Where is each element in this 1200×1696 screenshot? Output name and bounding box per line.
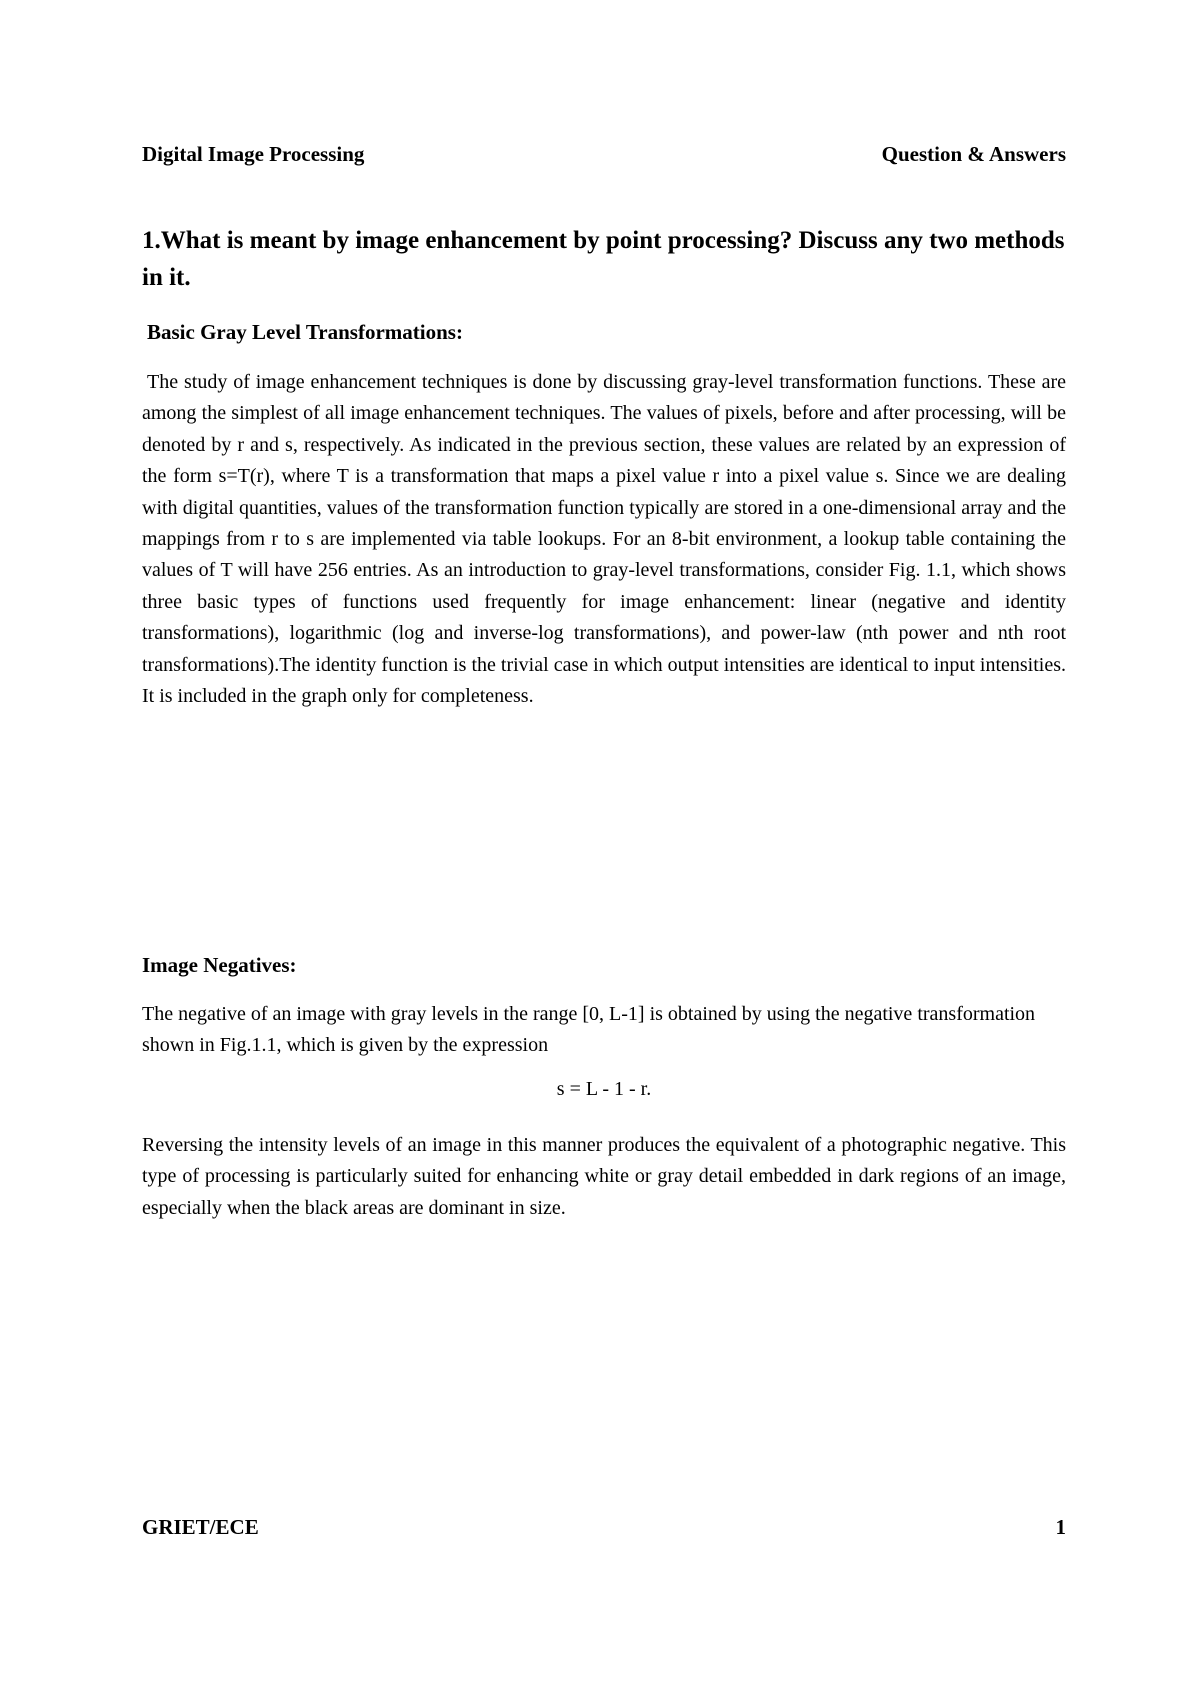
section-heading-basic-gray-level: Basic Gray Level Transformations:	[147, 320, 463, 344]
paragraph-negative-description: Reversing the intensity levels of an image in this manner produces the equivalent of a photographic negative. This type of processing is particularly suited for enhancing white or gray detail embedded in dark regions of an image, especially when the black areas are dominant in size.	[142, 1134, 1066, 1219]
paragraph-gray-level-transformations: The study of image enhancement techniques is done by discussing gray-level transformation functions. These are among the simplest of all image enhancement techniques. The values of pixels, before and after processing, will be denoted by r and s, respectively. As indicated in the previous section, these values are related by an expression of the form s=T(r), where T is a transformation that maps a pixel value r into a pixel value s. Since we are dealing with digital quantities, values of the transformation function typically are stored in a one-dimensional array and the mappings from r to s are implemented via table lookups. For an 8-bit environment, a lookup table containing the values of T will have 256 entries. As an introduction to gray-level transformations, consider Fig. 1.1, which shows three basic types of functions used frequently for image enhancement: linear (negative and identity transformations), logarithmic (log and inverse-log transformations), and power-law (nth power and nth root transformations).The identity function is the trivial case in which output intensities are identical to input intensities. It is included in the graph only for completeness.	[142, 371, 1066, 708]
footer-page-number: 1	[1055, 1515, 1066, 1539]
page-header	[142, 142, 1066, 167]
page-footer	[142, 1515, 1066, 1540]
question-heading: 1.What is meant by image enhancement by point processing? Discuss any two methods in it.	[142, 227, 1065, 291]
footer-institution: GRIET/ECE	[142, 1515, 259, 1539]
section-heading-image-negatives: Image Negatives:	[142, 953, 297, 977]
negative-formula: s = L - 1 - r.	[556, 1078, 652, 1100]
header-doc-type: Question & Answers	[881, 142, 1066, 166]
paragraph-negative-intro: The negative of an image with gray levels in the range [0, L-1] is obtained by using the negative transformation shown in Fig.1.1, which is given by the expression	[142, 1003, 1036, 1057]
header-course-title: Digital Image Processing	[142, 142, 365, 166]
